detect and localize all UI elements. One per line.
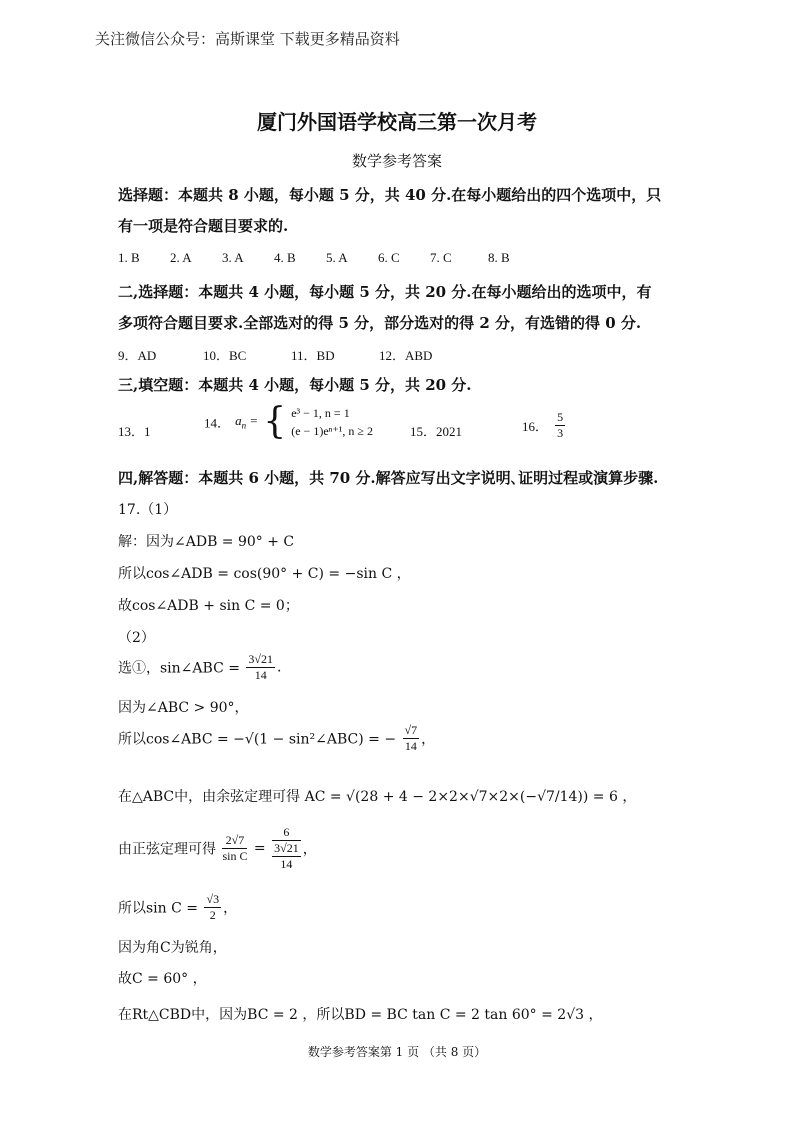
answer-9: 9．AD [118,348,157,363]
solution-step-8: 由正弦定理可得 $\frac{2√7}{\text{sin C}}$ = $\frac{6}{\frac{3√21}{14}}$ ， [118,825,317,871]
page-title: 厦门外国语学校高三第一次月考 [257,110,537,134]
top-note: 关注微信公众号：高斯课堂 下载更多精品资料 [95,30,400,48]
solution-step-12: 在Rt△CBD中，因为BC = 2 ，所以BD = BC tan C = 2 tan 60° = 2√3 ， [118,1007,603,1023]
solution-step-8-prefix: 由正弦定理可得 [118,841,216,858]
solution-step-8-lhs-den: sin C [222,849,248,863]
section1-heading-line1: 选择题：本题共 8 小题，每小题 5 分，共 40 分.在每小题给出的四个选项中，只 [118,186,662,204]
solution-step-5: 因为∠ABC > 90°， [118,700,249,716]
solution-step-4-fraction [246,652,275,683]
answer-5: 5. A [326,250,348,265]
page-footer: 数学参考答案第 1 页 （共 8 页） [307,1045,487,1059]
solution-step-6-num: √7 [404,723,418,737]
section2-heading-line1: 二,选择题：本题共 4 小题，每小题 5 分，共 20 分.在每小题给出的选项中，有 [118,283,652,301]
answer-13: 13．1 [118,424,151,439]
answer-14-cases [291,404,373,440]
problem-17-part1: 17.（1） [118,502,178,518]
solution-step-9-num: √3 [206,892,220,906]
answer-11: 11．BD [291,348,335,363]
solution-step-8-rhs-num: 6 [272,825,301,841]
solution-step-6: 所以cos∠ABC = −√(1 − sin²∠ABC) = − $\frac{√7}{14}$ ， [118,723,436,753]
solution-step-11: 故C = 60° ， [118,971,207,987]
page-subtitle: 数学参考答案 [351,152,442,170]
section2-answers [118,345,432,364]
answer-14 [204,401,373,442]
solution-step-3: 故cos∠ADB + sin C = 0； [118,598,299,614]
answer-3: 3. A [222,250,244,265]
brace-icon: { [263,401,287,442]
solution-step-9-prefix: 所以sin C = [118,900,199,917]
solution-step-8-rhs-den-den: 14 [280,857,293,871]
section1-heading-line2: 有一项是符合题目要求的. [118,217,289,235]
answer-16-num: 5 [557,410,564,424]
solution-step-7 [118,786,636,806]
problem-17-part2: （2） [118,630,155,646]
answer-10: 10．BC [203,348,247,363]
answer-15: 15．2021 [410,424,463,439]
section4-heading: 四,解答题：本题共 6 小题，共 70 分.解答应写出文字说明､证明过程或演算步骤. [118,469,659,487]
solution-step-7-expr: AC = √(28 + 4 − 2×2×√7×2×(−√7/14)) = 6 ， [304,789,637,805]
answer-2: 2. A [170,250,192,265]
answer-14-case2: (e − 1)eⁿ⁺¹, n ≥ 2 [291,424,373,438]
answer-14-label: 14． [204,415,231,431]
solution-step-6-fraction [403,723,420,754]
solution-step-4-prefix: 选①，sin∠ABC = [118,660,240,677]
solution-step-8-rhs-den [272,841,301,872]
answer-14-case1: e³ − 1, n = 1 [291,406,350,420]
solution-step-6-den: 14 [404,739,417,753]
section1-answers [118,250,510,266]
solution-step-9-fraction [204,892,221,923]
answer-16-den: 3 [557,426,564,440]
solution-step-1: 解：因为∠ADB = 90° + C [118,534,295,550]
answer-7: 7. C [430,250,452,265]
answer-8: 8. B [488,250,510,265]
answer-14-an: $a_n$ = [235,413,259,431]
solution-step-8-rhs [272,825,301,872]
solution-step-4-den: 14 [254,668,267,682]
section2-heading-line2: 多项符合题目要求.全部选对的得 5 分，部分选对的得 2 分，有选错的得 0 分. [118,314,642,332]
answer-4: 4. B [274,250,296,265]
answer-16-label: 16． [522,419,549,434]
answer-1: 1. B [118,250,140,265]
solution-step-8-lhs [222,833,247,864]
answer-6: 6. C [378,250,400,265]
solution-step-7-prefix: 在△ABC中，由余弦定理可得 [118,789,301,805]
section3-heading: 三,填空题：本题共 4 小题，每小题 5 分，共 20 分. [118,376,472,394]
solution-step-6-prefix: 所以cos∠ABC = −√(1 − sin²∠ABC) = − [118,731,397,748]
solution-step-8-rhs-den-num: 3√21 [274,841,299,855]
solution-step-9: 所以sin C = $\frac{√3}{2}$ ， [118,892,238,922]
answer-12: 12．ABD [379,348,433,363]
answer-16 [522,410,567,441]
solution-step-8-lhs-num: 2√7 [222,833,247,849]
solution-step-10: 因为角C为锐角， [118,940,227,956]
solution-step-4: 选①，sin∠ABC = $\frac{3√21}{14}$ . [118,652,282,682]
solution-step-2: 所以cos∠ADB = cos(90° + C) = −sin C ， [118,566,411,582]
answer-16-fraction [555,410,565,441]
solution-step-9-den: 2 [209,908,216,922]
solution-step-4-num: 3√21 [248,652,274,666]
